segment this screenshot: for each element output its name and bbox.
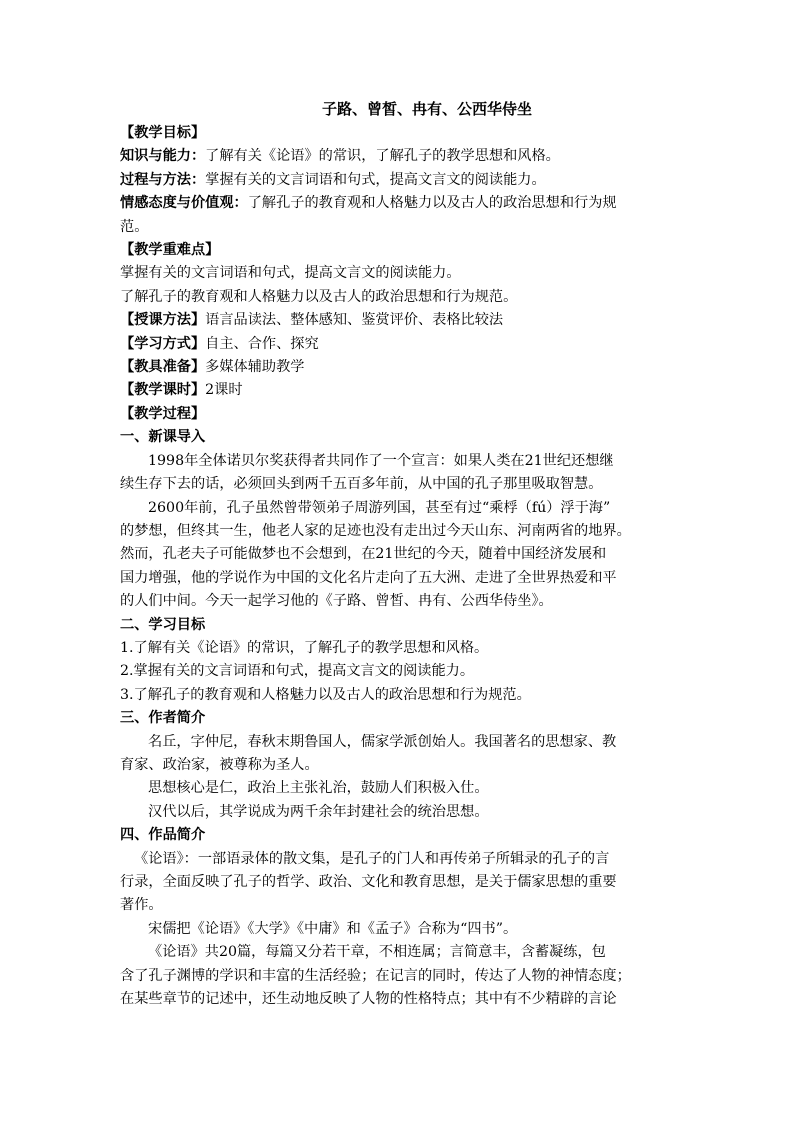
objective-process-label: 过程与方法： (120, 171, 206, 188)
objective-process (120, 169, 714, 192)
document-title: 子路、曾皙、冉有、公西华侍坐 (321, 100, 532, 118)
section3-paragraph1-line2: 育家、政治家，被尊称为圣人。 (120, 756, 319, 773)
key-points-heading: 【教学重难点】 (120, 242, 220, 259)
section3-paragraph3: 汉代以后，其学说成为两千余年封建社会的统治思想。 (148, 803, 489, 820)
section4-paragraph1-line3: 著作。 (120, 897, 163, 914)
section4-heading: 四、作品简介 (120, 827, 206, 844)
section1-paragraph1-line1: 1998年全体诺贝尔奖获得者共同作了一个宣言：如果人类在21世纪还想继 (148, 452, 614, 469)
key-point-2: 了解孔子的教育观和人格魅力以及古人的政治思想和行为规范。 (120, 288, 518, 305)
teaching-hours-text: 2课时 (205, 382, 243, 399)
section3-paragraph2: 思想核心是仁，政治上主张礼治，鼓励人们积极入仕。 (148, 780, 489, 797)
section3-paragraph1-line1: 名丘，字仲尼，春秋末期鲁国人，儒家学派创始人。我国著名的思想家、教 (148, 733, 617, 750)
objective-knowledge (120, 145, 714, 168)
teaching-method (120, 309, 714, 332)
section1-paragraph1-line2: 续生存下去的话，必须回头到两千五百多年前，从中国的孔子那里吸取智慧。 (120, 476, 603, 493)
section2-item-1: 1.了解有关《论语》的常识，了解孔子的教学思想和风格。 (120, 639, 489, 656)
section1-paragraph2-line3: 然而，孔老夫子可能做梦也不会想到，在21世纪的今天，随着中国经济发展和 (120, 546, 607, 563)
section1-paragraph2-line1: 2600年前，孔子虽然曾带领弟子周游列国，甚至有过“乘桴（fú）浮于海” (148, 499, 611, 516)
teaching-hours-label: 【教学课时】 (120, 382, 206, 399)
study-mode-text: 自主、合作、探究 (205, 335, 319, 352)
section1-paragraph2-line5: 的人们中间。今天一起学习他的《子路、曾皙、冉有、公西华侍坐》。 (120, 593, 553, 610)
teaching-tools-label: 【教具准备】 (120, 359, 206, 376)
study-mode (120, 333, 714, 356)
section4-paragraph3-line1: 《论语》共20篇，每篇又分若干章，不相连属；言简意丰，含蓄凝练，包 (148, 944, 606, 961)
objective-knowledge-label: 知识与能力： (120, 148, 206, 165)
process-heading: 【教学过程】 (120, 405, 206, 422)
section2-item-2: 2.掌握有关的文言词语和句式，提高文言文的阅读能力。 (120, 663, 475, 680)
section1-heading: 一、新课导入 (120, 429, 206, 446)
teaching-hours (120, 379, 714, 402)
objective-emotion-label: 情感态度与价值观： (120, 195, 248, 212)
section1-paragraph2-line2: 的梦想，但终其一生，他老人家的足迹也没有走出过今天山东、河南两省的地界。 (120, 522, 631, 539)
teaching-method-text: 语言品读法、整体感知、鉴赏评价、表格比较法 (205, 312, 504, 329)
section1-paragraph2-line4: 国力增强，他的学说作为中国的文化名片走向了五大洲、走进了全世界热爱和平 (120, 569, 617, 586)
objective-knowledge-text: 了解有关《论语》的常识，了解孔子的教学思想和风格。 (205, 148, 560, 165)
section4-paragraph3-line2: 含了孔子渊博的学识和丰富的生活经验；在记言的同时，传达了人物的神情态度； (120, 967, 631, 984)
objective-emotion-text-1: 了解孔子的教育观和人格魅力以及古人的政治思想和行为规 (247, 195, 617, 212)
section4-paragraph1-line1: 《论语》：一部语录体的散文集，是孔子的门人和再传弟子所辑录的孔子的言 (134, 850, 610, 867)
objectives-heading: 【教学目标】 (120, 125, 206, 141)
key-point-1: 掌握有关的文言词语和句式，提高文言文的阅读能力。 (120, 265, 461, 282)
section4-paragraph3-line3: 在某些章节的记述中，还生动地反映了人物的性格特点；其中有不少精辟的言论 (120, 991, 617, 1008)
teaching-method-label: 【授课方法】 (120, 312, 206, 329)
objective-process-text: 掌握有关的文言词语和句式，提高文言文的阅读能力。 (205, 171, 546, 188)
section4-paragraph1-line2: 行录，全面反映了孔子的哲学、政治、文化和教育思想，是关于儒家思想的重要 (120, 874, 617, 890)
section2-item-3: 3.了解孔子的教育观和人格魅力以及古人的政治思想和行为规范。 (120, 686, 531, 703)
teaching-tools-text: 多媒体辅助教学 (205, 359, 305, 376)
teaching-tools (120, 356, 714, 379)
section4-paragraph2: 宋儒把《论语》《大学》《中庸》和《孟子》合称为“四书”。 (148, 920, 518, 937)
objective-emotion (120, 192, 714, 215)
study-mode-label: 【学习方式】 (120, 335, 206, 352)
section3-heading: 三、作者简介 (120, 710, 206, 727)
objective-emotion-text-2: 范。 (120, 218, 149, 235)
section2-heading: 二、学习目标 (120, 616, 206, 633)
